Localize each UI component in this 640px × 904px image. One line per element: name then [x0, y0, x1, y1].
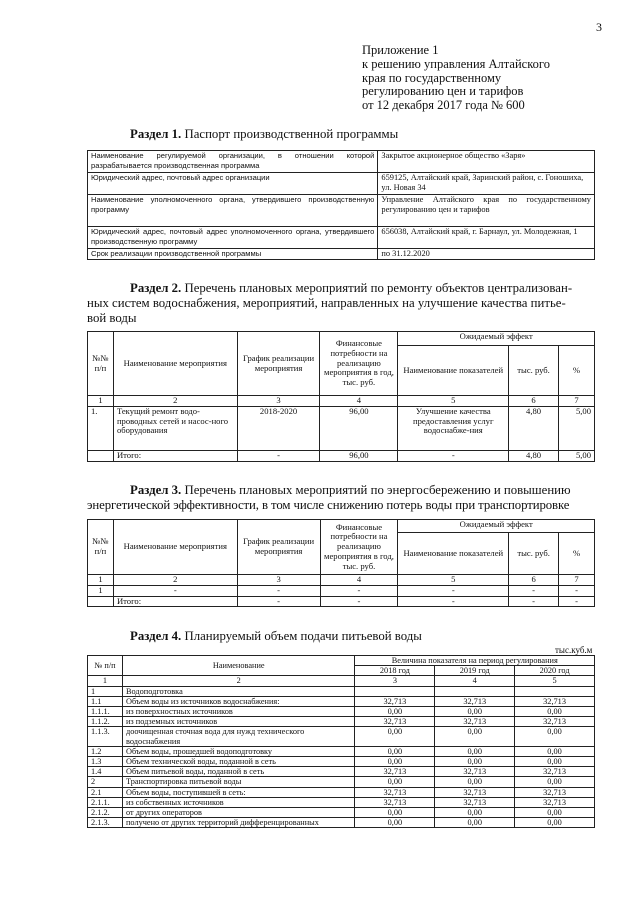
row-name: Объем питьевой воды, поданной в сеть — [122, 767, 355, 777]
table-header-row — [88, 332, 595, 346]
table-cell: 659125, Алтайский край, Заринский район, с. Гоношиха, ул. Новая 34 — [378, 173, 595, 195]
col-number: 1 — [88, 676, 123, 686]
row-num: 1. — [88, 406, 114, 450]
row-value-2020: 32,713 — [515, 767, 595, 777]
header-finance: Финансовые потребности на реализацию мероприятия в год, тыс. руб. — [320, 520, 398, 575]
col-number: 3 — [355, 676, 435, 686]
row-name: от других операторов — [122, 808, 355, 818]
table-row — [88, 585, 595, 596]
col-number: 2 — [122, 676, 355, 686]
row-name: - — [113, 585, 237, 596]
row-name: получено от других территорий дифференцированных — [122, 818, 355, 828]
header-year: 2019 год — [435, 666, 515, 676]
header-percent: % — [559, 346, 595, 396]
column-number-row — [88, 676, 595, 686]
energy-measures-table — [87, 519, 595, 607]
column-number-row — [88, 396, 595, 407]
header-period: Величина показателя на период регулирования — [355, 656, 595, 666]
appendix-line: к решению управления Алтайского — [362, 56, 550, 71]
section3-label: Раздел 3. — [130, 483, 182, 497]
header-percent: % — [559, 533, 595, 575]
row-num: 1.1.2. — [88, 717, 123, 727]
row-name: Текущий ремонт водо-проводных сетей и насос-ного оборудования — [113, 406, 237, 450]
col-number: 5 — [515, 676, 595, 686]
row-value-2020: 32,713 — [515, 797, 595, 807]
row-num: 1.1.1. — [88, 707, 123, 717]
header-thousand: тыс. руб. — [509, 346, 559, 396]
total-schedule: - — [237, 596, 320, 607]
row-value-2018: 0,00 — [355, 818, 435, 828]
appendix-line: регулированию цен и тарифов — [362, 84, 524, 99]
table-cell: Наименование уполномоченного органа, утвердившего производственную программу — [88, 195, 378, 227]
total-label: Итого: — [113, 450, 237, 461]
row-num: 1.3 — [88, 757, 123, 767]
header-num: №№ п/п — [88, 332, 114, 396]
col-number: 6 — [509, 396, 559, 407]
row-name: Водоподготовка — [122, 686, 355, 696]
row-value-2020: 0,00 — [515, 808, 595, 818]
table-row — [88, 787, 595, 797]
row-value-2020: 0,00 — [515, 707, 595, 717]
water-volume-rows — [88, 686, 595, 828]
section1-label: Раздел 1. — [130, 127, 182, 141]
row-schedule: 2018-2020 — [237, 406, 320, 450]
row-percent: - — [559, 585, 595, 596]
header-schedule: График реализации мероприятия — [237, 332, 320, 396]
total-percent: - — [559, 596, 595, 607]
unit-label: тыс.куб.м — [555, 645, 593, 655]
row-num: 2.1.3. — [88, 818, 123, 828]
table-cell: Закрытое акционерное общество «Заря» — [378, 151, 595, 173]
section4-heading — [130, 629, 422, 644]
row-num: 1.4 — [88, 767, 123, 777]
section1-heading — [130, 127, 398, 142]
row-value-2018: 32,713 — [355, 787, 435, 797]
table-row — [88, 151, 595, 173]
row-value-2018: 0,00 — [355, 808, 435, 818]
section3-title-line — [87, 483, 595, 498]
table-cell — [88, 596, 114, 607]
row-value-2018: 32,713 — [355, 717, 435, 727]
repair-measures-table — [87, 331, 595, 462]
row-name: из поверхностных источников — [122, 707, 355, 717]
col-number: 7 — [559, 396, 595, 407]
row-name: доочищенная сточная вода для нужд технического водоснабжения — [122, 727, 355, 746]
total-schedule: - — [237, 450, 320, 461]
row-percent: 5,00 — [559, 406, 595, 450]
header-indicator: Наименование показателей — [398, 533, 509, 575]
row-value-2019: 0,00 — [435, 707, 515, 717]
col-number: 1 — [88, 575, 114, 586]
col-number: 3 — [237, 575, 320, 586]
row-name: из подземных источников — [122, 717, 355, 727]
total-percent: 5,00 — [559, 450, 595, 461]
row-value-2018: 0,00 — [355, 777, 435, 787]
total-indicator: - — [398, 596, 509, 607]
header-num: №№ п/п — [88, 520, 114, 575]
total-thousand: - — [509, 596, 559, 607]
table-cell: Юридический адрес, почтовый адрес организации — [88, 173, 378, 195]
row-value-2020 — [515, 686, 595, 696]
row-value-2018: 32,713 — [355, 696, 435, 706]
row-value-2020: 0,00 — [515, 757, 595, 767]
col-number: 7 — [559, 575, 595, 586]
column-number-row — [88, 575, 595, 586]
row-num: 2.1.2. — [88, 808, 123, 818]
row-value-2020: 0,00 — [515, 818, 595, 828]
section2-title-line: ных систем водоснабжения, мероприятий, направленных на улучшение качества питье- — [87, 296, 566, 310]
table-row — [88, 717, 595, 727]
table-header-row — [88, 520, 595, 533]
col-number: 5 — [398, 396, 509, 407]
row-value-2020: 0,00 — [515, 777, 595, 787]
appendix-line: края по государственному — [362, 70, 502, 85]
row-value-2019: 0,00 — [435, 818, 515, 828]
row-num: 2 — [88, 777, 123, 787]
row-finance: 96,00 — [320, 406, 398, 450]
table-cell — [88, 450, 114, 461]
row-num: 1.2 — [88, 746, 123, 756]
row-value-2018: 0,00 — [355, 727, 435, 746]
row-name: Транспортировка питьевой воды — [122, 777, 355, 787]
appendix-header — [362, 44, 550, 113]
section2-label: Раздел 2. — [130, 281, 182, 295]
header-year: 2020 год — [515, 666, 595, 676]
table-row — [88, 818, 595, 828]
table-row — [88, 406, 595, 450]
row-name: Объем технической воды, поданной в сеть — [122, 757, 355, 767]
total-finance: 96,00 — [320, 450, 398, 461]
row-num: 2.1.1. — [88, 797, 123, 807]
row-value-2020: 0,00 — [515, 727, 595, 746]
row-value-2020: 32,713 — [515, 717, 595, 727]
table-cell: Юридический адрес, почтовый адрес уполномоченного органа, утвердившего производственную программу — [88, 227, 378, 249]
row-name: Объем воды, прошедшей водоподготовку — [122, 746, 355, 756]
row-num: 1 — [88, 585, 114, 596]
appendix-line: от 12 декабря 2017 года № 600 — [362, 98, 525, 113]
table-cell: Управление Алтайского края по государственному регулированию цен и тарифов — [378, 195, 595, 227]
header-name: Наименование мероприятия — [113, 520, 237, 575]
row-num: 1 — [88, 686, 123, 696]
table-row — [88, 227, 595, 249]
water-volume-table — [87, 655, 595, 828]
table-cell: Наименование регулируемой организации, в отношении которой разрабатывается производственная программа — [88, 151, 378, 173]
col-number: 6 — [509, 575, 559, 586]
table-row — [88, 249, 595, 260]
section3-title-line: энергетической эффективности, в том числе снижению потерь воды при транспортировке — [87, 498, 570, 512]
row-value-2019: 32,713 — [435, 797, 515, 807]
table-row — [88, 707, 595, 717]
table-row — [88, 757, 595, 767]
row-value-2019 — [435, 686, 515, 696]
section2-heading — [87, 281, 595, 326]
row-thousand: - — [509, 585, 559, 596]
row-value-2018 — [355, 686, 435, 696]
table-row — [88, 195, 595, 227]
table-row — [88, 727, 595, 746]
table-row — [88, 797, 595, 807]
row-value-2020: 32,713 — [515, 787, 595, 797]
table-row — [88, 777, 595, 787]
table-cell: Срок реализации производственной программы — [88, 249, 378, 260]
total-label: Итого: — [113, 596, 237, 607]
row-name: Объем воды из источников водоснабжения: — [122, 696, 355, 706]
header-effect: Ожидаемый эффект — [398, 332, 595, 346]
row-schedule: - — [237, 585, 320, 596]
table-cell: по 31.12.2020 — [378, 249, 595, 260]
row-num: 1.1 — [88, 696, 123, 706]
header-effect: Ожидаемый эффект — [398, 520, 595, 533]
total-row — [88, 450, 595, 461]
section4-label: Раздел 4. — [130, 629, 182, 643]
section2-title-line — [87, 281, 595, 296]
row-value-2019: 32,713 — [435, 717, 515, 727]
row-name: из собственных источников — [122, 797, 355, 807]
total-finance: - — [320, 596, 398, 607]
table-row — [88, 746, 595, 756]
page-number: 3 — [596, 20, 602, 34]
row-value-2019: 32,713 — [435, 696, 515, 706]
row-value-2018: 32,713 — [355, 767, 435, 777]
row-value-2018: 0,00 — [355, 746, 435, 756]
header-indicator: Наименование показателей — [398, 346, 509, 396]
table-row — [88, 686, 595, 696]
col-number: 4 — [320, 396, 398, 407]
table-cell: 656038, Алтайский край, г. Барнаул, ул. Молодежная, 1 — [378, 227, 595, 249]
row-value-2019: 32,713 — [435, 767, 515, 777]
header-finance: Финансовые потребности на реализацию мероприятия в год, тыс. руб. — [320, 332, 398, 396]
row-name: Объем воды, поступившей в сеть: — [122, 787, 355, 797]
table-header-row — [88, 656, 595, 666]
row-value-2019: 0,00 — [435, 757, 515, 767]
col-number: 3 — [237, 396, 320, 407]
row-value-2018: 0,00 — [355, 707, 435, 717]
section1-title: Паспорт производственной программы — [184, 127, 399, 141]
section2-title-text: Перечень плановых мероприятий по ремонту объектов централизован- — [184, 281, 573, 295]
header-year: 2018 год — [355, 666, 435, 676]
total-row — [88, 596, 595, 607]
row-indicator: Улучшение качества предоставления услуг водоснабже-ния — [398, 406, 509, 450]
table-row — [88, 696, 595, 706]
section3-heading — [87, 483, 595, 513]
col-number: 4 — [435, 676, 515, 686]
section2-title-line: вой воды — [87, 311, 137, 325]
col-number: 2 — [113, 396, 237, 407]
header-name: Наименование мероприятия — [113, 332, 237, 396]
col-number: 2 — [113, 575, 237, 586]
row-thousand: 4,80 — [509, 406, 559, 450]
total-indicator: - — [398, 450, 509, 461]
appendix-line: Приложение 1 — [362, 43, 439, 57]
header-num: № п/п — [88, 656, 123, 676]
row-value-2019: 32,713 — [435, 787, 515, 797]
header-name: Наименование — [122, 656, 355, 676]
header-schedule: График реализации мероприятия — [237, 520, 320, 575]
table-row — [88, 173, 595, 195]
col-number: 1 — [88, 396, 114, 407]
row-indicator: - — [398, 585, 509, 596]
row-value-2018: 32,713 — [355, 797, 435, 807]
passport-table — [87, 150, 595, 260]
header-thousand: тыс. руб. — [509, 533, 559, 575]
row-value-2019: 0,00 — [435, 808, 515, 818]
row-value-2020: 32,713 — [515, 696, 595, 706]
row-num: 1.1.3. — [88, 727, 123, 746]
col-number: 5 — [398, 575, 509, 586]
row-value-2019: 0,00 — [435, 777, 515, 787]
section4-title: Планируемый объем подачи питьевой воды — [184, 629, 422, 643]
row-value-2018: 0,00 — [355, 757, 435, 767]
row-value-2019: 0,00 — [435, 727, 515, 746]
row-num: 2.1 — [88, 787, 123, 797]
row-value-2019: 0,00 — [435, 746, 515, 756]
row-finance: - — [320, 585, 398, 596]
total-thousand: 4,80 — [509, 450, 559, 461]
table-row — [88, 808, 595, 818]
col-number: 4 — [320, 575, 398, 586]
row-value-2020: 0,00 — [515, 746, 595, 756]
table-row — [88, 767, 595, 777]
section3-title-text: Перечень плановых мероприятий по энергосбережению и повышению — [184, 483, 571, 497]
